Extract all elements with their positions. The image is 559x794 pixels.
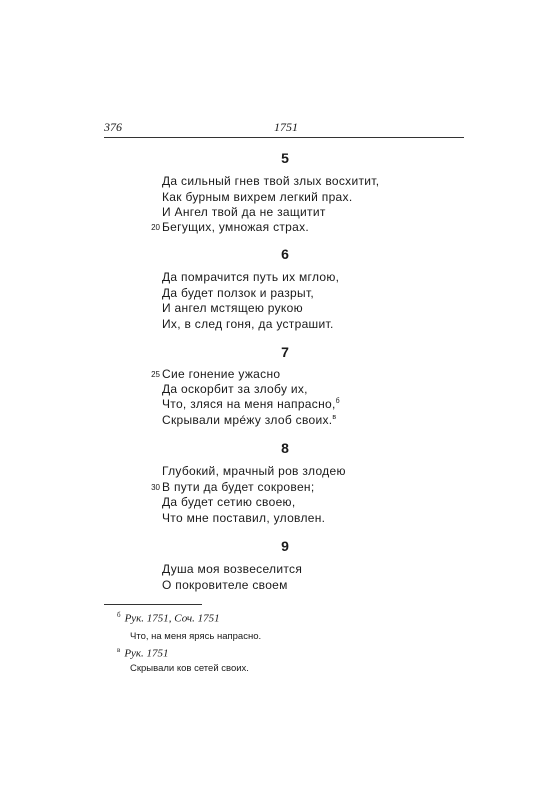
poem-line: О покровителе своем: [162, 578, 288, 592]
poem-line: Как бурным вихрем легкий прах.: [162, 190, 353, 204]
poem-line: В пути да будет сокровен;: [162, 480, 315, 494]
line-number: 25: [151, 370, 160, 379]
footnote-text: Что, на меня ярясь напрасно.: [130, 631, 262, 642]
poem-line: Что мне поставил, уловлен.: [162, 511, 326, 525]
poem-line: Сие гонение ужасно: [162, 367, 281, 381]
running-header: [104, 120, 464, 140]
footnote-source-text: Рук. 1751: [124, 647, 169, 660]
footnote-source: [117, 611, 220, 625]
footnote-source-text: Рук. 1751, Соч. 1751: [124, 612, 220, 625]
poem-line: Глубокий, мрачный ров злодею: [162, 464, 346, 478]
footnote-ref: б: [335, 398, 340, 405]
poem-line: Да будет ползок и разрыт,: [162, 286, 315, 300]
stanza-number: 6: [281, 246, 289, 262]
poem-line-text: Скрывали мрéжу злоб своих.: [162, 413, 333, 427]
stanza-number: 5: [281, 150, 289, 166]
poem-line: Их, в след гоня, да устрашит.: [162, 317, 334, 331]
footnote-mark: в: [117, 646, 121, 654]
poem-line-text: Что, зляся на меня напрасно,: [162, 397, 336, 411]
footnote-text: Скрывали ков сетей своих.: [130, 663, 249, 674]
stanza-number: 9: [281, 538, 289, 554]
stanza-number: 7: [281, 344, 289, 360]
poem-line: Да сильный гнев твой злых восхитит,: [162, 174, 380, 188]
poem-line: [162, 397, 340, 411]
running-year: 1751: [274, 120, 298, 134]
header-rule: [104, 137, 464, 138]
poem-line: [162, 413, 336, 427]
poem-line: Бегущих, умножая страх.: [162, 220, 310, 234]
poem-line: И Ангел твой да не защитит: [162, 205, 326, 219]
stanza-number: 8: [281, 440, 289, 456]
poem-line: Душа моя возвеселится: [162, 562, 303, 576]
line-number: 30: [151, 483, 160, 492]
footnote-ref: в: [332, 414, 337, 421]
footnote-rule: [104, 604, 202, 605]
page-number: 376: [104, 120, 122, 134]
poem-line: Да оскорбит за злобу их,: [162, 382, 308, 396]
poem-line: Да будет сетию своею,: [162, 495, 296, 509]
footnote-source: [117, 646, 169, 660]
line-number: 20: [151, 223, 160, 232]
poem-line: Да помрачится путь их мглою,: [162, 270, 340, 284]
poem-line: И ангел мстящею рукою: [162, 301, 303, 315]
footnote-mark: б: [117, 611, 121, 619]
